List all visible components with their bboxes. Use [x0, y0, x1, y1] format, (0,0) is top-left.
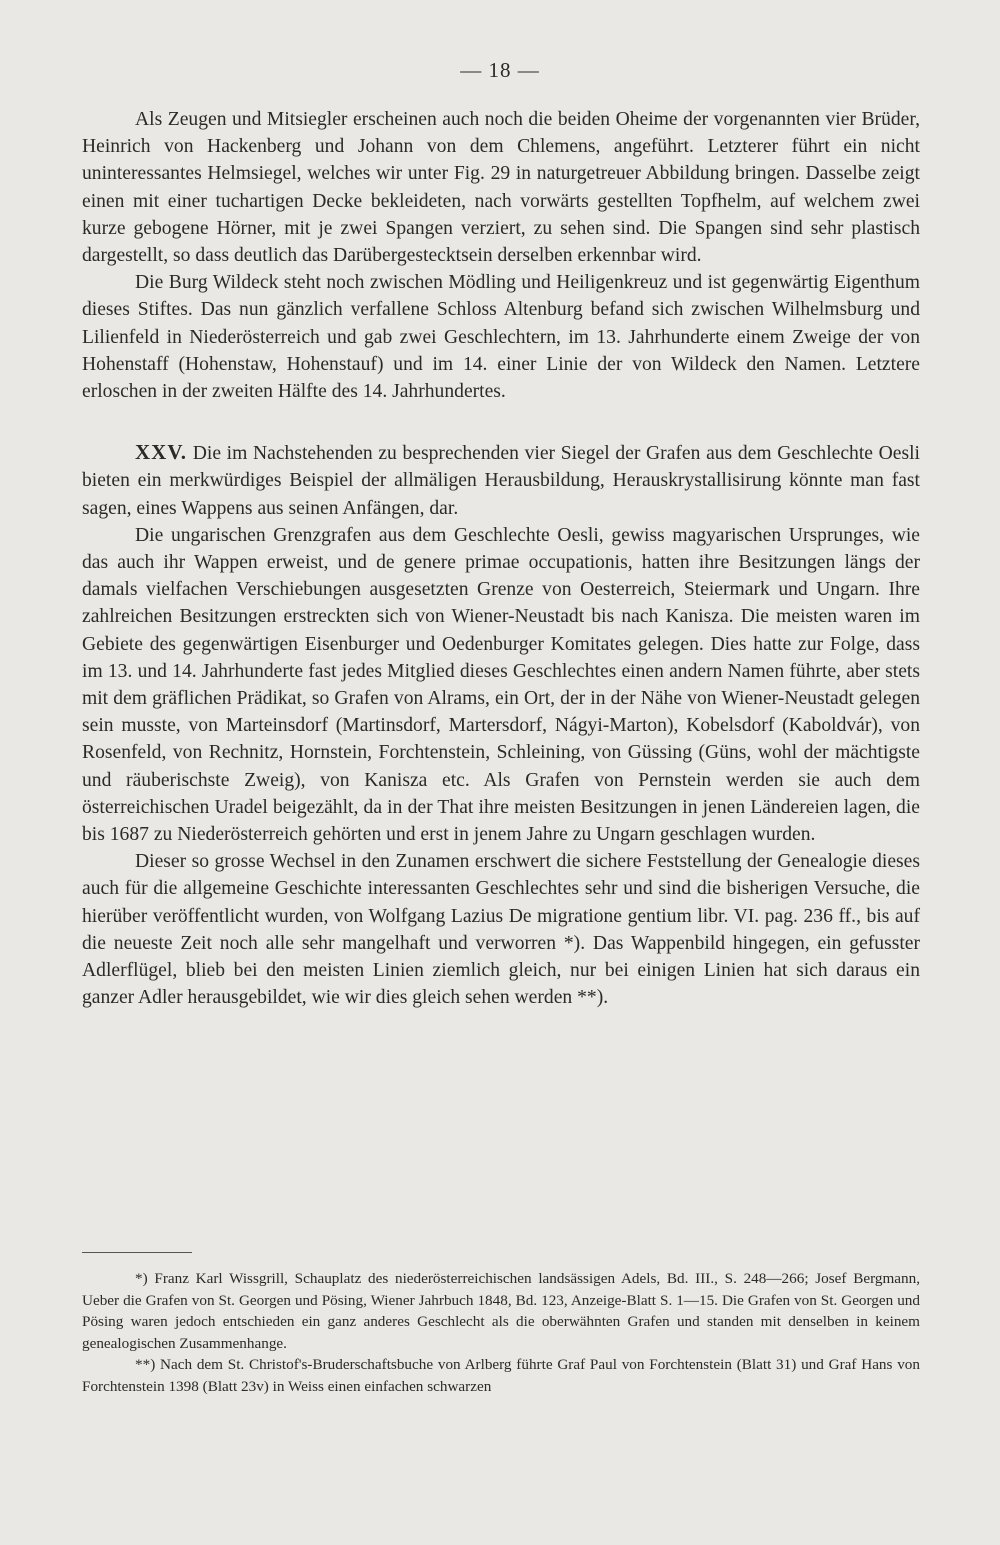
page-number: — 18 — [460, 58, 540, 82]
footnotes [82, 1268, 920, 1398]
paragraph-1: Als Zeugen und Mitsiegler erscheinen auch noch die beiden Oheime der vorgenannten vier Brüder, Heinrich von Hackenberg und Johann von dem Chlemens, angeführt. Letzterer führt ein nicht uninteressantes Helmsiegel, welches wir unter Fig. 29 in naturgetreuer Abbildung bringen. Dasselbe zeigt einen mit einer tuchartigen Decke bekleideten, nach vorwärts gestellten Topfhelm, auf welchem zwei kurze gebogene Hörner, mit je zwei Spangen verziert, zu sehen sind. Die Spangen sind sehr plastisch dargestellt, so dass deutlich das Darübergestecktsein derselben erkennbar wird. [82, 109, 920, 267]
paragraph-4: Die ungarischen Grenzgrafen aus dem Geschlechte Oesli, gewiss magyarischen Ursprunges, wie das auch ihr Wappen erweist, und de genere primae occupationis, hatten ihre Besitzungen längs der damals vielfachen Verschiebungen ausgesetzten Grenze von Oesterreich, Steiermark und Ungarn. Ihre zahlreichen Besitzungen erstreckten sich von Wiener-Neustadt bis nach Kanisza. Die meisten waren im Gebiete des gegenwärtigen Eisenburger und Oedenburger Komitates gelegen. Dies hatte zur Folge, dass im 13. und 14. Jahrhunderte fast jedes Mitglied dieses Geschlechtes einen andern Namen führte, aber stets mit dem gräflichen Prädikat, so Grafen von Alrams, ein Ort, der in der Nähe von Wiener-Neustadt gelegen sein musste, von Marteinsdorf (Martinsdorf, Martersdorf, Nágyi-Marton), Kobelsdorf (Kaboldvár), von Rosenfeld, von Rechnitz, Hornstein, Forchtenstein, Schleining, von Güssing (Güns, wohl der mächtigste und räuberischste Zweig), von Kanisza etc. Als Grafen von Pernstein werden sie auch dem österreichischen Uradel beigezählt, da in der That ihre meisten Besitzungen in jenen Ländereien lagen, die bis 1687 zu Niederösterreich gehörten und erst in jenem Jahre zu Ungarn geschlagen wurden. [82, 524, 920, 846]
paragraph-2: Die Burg Wildeck steht noch zwischen Mödling und Heiligenkreuz und ist gegenwärtig Eigenthum dieses Stiftes. Das nun gänzlich verfallene Schloss Altenburg befand sich zwischen Wilhelmsburg und Lilienfeld in Niederösterreich und gab zwei Geschlechtern, im 13. Jahrhunderte einem Zweige der von Hohenstaff (Hohenstaw, Hohenstauf) und im 14. einer Linie der von Wildeck den Namen. Letztere erloschen in der zweiten Hälfte des 14. Jahrhundertes. [82, 272, 920, 403]
paragraph-3-text: Die im Nachstehenden zu besprechenden vier Siegel der Grafen aus dem Geschlechte Oesli bieten ein merkwürdiges Beispiel der allmäligen Herausbildung, Herauskrystallisirung könnte man fast sagen, eines Wappens aus seinen Anfängen, dar. [82, 443, 920, 519]
paragraph-3 [82, 439, 920, 522]
main-text [82, 106, 920, 1012]
section-gap [82, 405, 920, 439]
paragraph-5: Dieser so grosse Wechsel in den Zunamen erschwert die sichere Feststellung der Genealogie dieses auch für die allgemeine Geschichte interessanten Geschlechtes sehr und sind die bisherigen Versuche, die hierüber veröffentlicht wurden, von Wolfgang Lazius De migratione gentium libr. VI. pag. 236 ff., bis auf die neueste Zeit noch alle sehr mangelhaft und verworren *). Das Wappenbild hingegen, ein gefusster Adlerflügel, blieb bei den meisten Linien ziemlich gleich, nur bei einigen Linien hat sich daraus ein ganzer Adler herausgebildet, wie wir dies gleich sehen werden **). [82, 851, 920, 1009]
footnote-1: *) Franz Karl Wissgrill, Schauplatz des niederösterreichischen landsässigen Adels, Bd. III., S. 248—266; Josef Bergmann, Ueber die Grafen von St. Georgen und Pösing, Wiener Jahrbuch 1848, Bd. 123, Anzeige-Blatt S. 1—15. Die Grafen von St. Georgen und Pösing waren jedoch entschieden ein ganz anderes Geschlecht als die oberwähnten Grafen und standen mit denselben in keinem genealogischen Zusammenhange. [82, 1270, 920, 1352]
footnote-divider [82, 1252, 192, 1253]
section-number: XXV. [135, 440, 188, 465]
footnote-2: **) Nach dem St. Christof's-Bruderschaftsbuche von Arlberg führte Graf Paul von Forchtenstein (Blatt 31) und Graf Hans von Forchtenstein 1398 (Blatt 23v) in Weiss einen einfachen schwarzen [82, 1356, 920, 1395]
